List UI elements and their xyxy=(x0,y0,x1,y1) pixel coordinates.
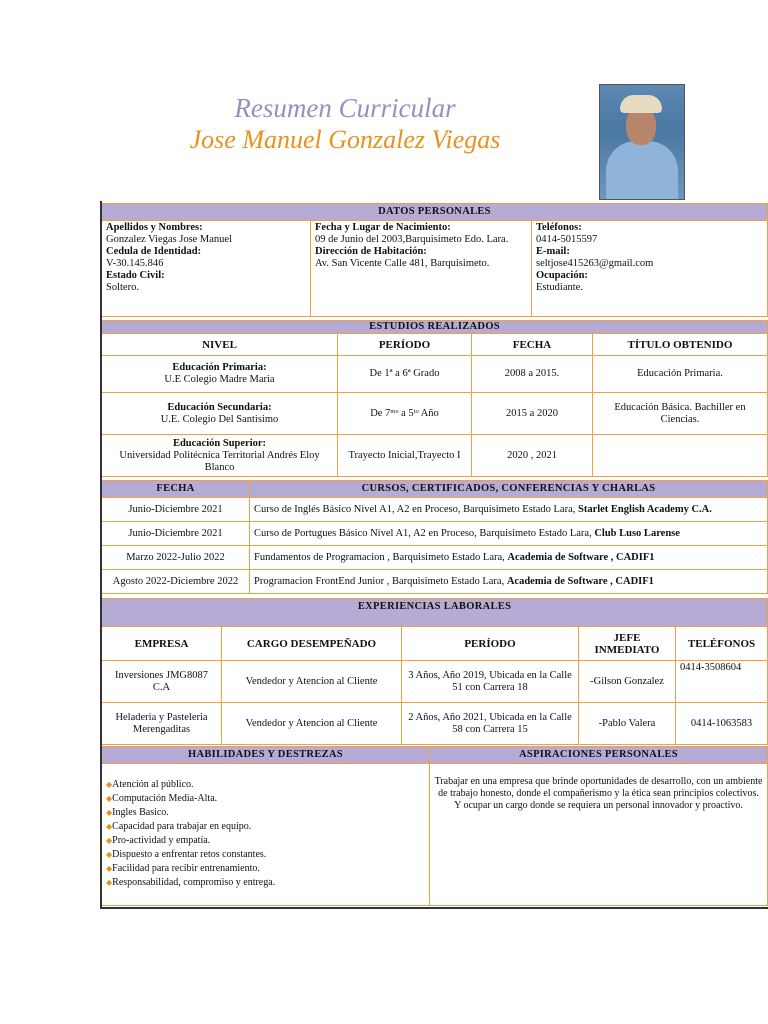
exp-period: 3 Años, Año 2019, Ubicada en la Calle 51 con Carrera 18 xyxy=(402,661,579,703)
institution: U.E Colegio Madre Maria xyxy=(164,374,275,385)
course-text: Curso de Portugues Básico Nivel A1, A2 en Proceso, Barquisimeto Estado Lara, xyxy=(254,527,595,539)
experience-table xyxy=(101,598,768,745)
list-item: ◆Ingles Basico. xyxy=(106,807,169,818)
aspirations-text: Trabajar en una empresa que brinde oportunidades de desarrollo, con un ambiente de trabajo honesto, donde el compañerismo y la ética sean principios colectivos. Y ocupar un cargo donde se requiera un personal innovador y proactivo. xyxy=(430,764,768,906)
exp-company: Heladeria y Pasteleria Merengaditas xyxy=(102,703,222,745)
table-row xyxy=(102,546,768,570)
email-label: E-mail: xyxy=(536,246,570,257)
skills-table xyxy=(101,746,768,906)
list-item: ◆Pro-actividad y empatía. xyxy=(106,835,211,846)
experience-header: EXPERIENCIAS LABORALES xyxy=(102,599,768,627)
course-institution: Starlet English Academy C.A. xyxy=(577,503,712,515)
courses-header: CURSOS, CERTIFICADOS, CONFERENCIAS Y CHARLAS xyxy=(250,481,768,498)
table-row xyxy=(102,661,768,703)
table-row xyxy=(102,703,768,745)
exp-col-periodo: PERÍODO xyxy=(402,627,579,661)
level-label: Educación Primaria: xyxy=(172,362,267,373)
course-date: Agosto 2022-Diciembre 2022 xyxy=(102,570,250,594)
course-date: Marzo 2022-Julio 2022 xyxy=(102,546,250,570)
course-text: Programacion FrontEnd Junior , Barquisimeto Estado Lara, xyxy=(254,575,507,587)
list-item: ◆Atención al público. xyxy=(106,779,194,790)
period-cell: Trayecto Inicial,Trayecto I xyxy=(338,435,472,477)
list-item: ◆Dispuesto a enfrentar retos constantes. xyxy=(106,849,267,860)
exp-boss: -Pablo Valera xyxy=(579,703,676,745)
period-cell: De 1ª a 6ª Grado xyxy=(338,356,472,393)
course-institution: Club Luso Larense xyxy=(594,527,680,539)
address-value: Av. San Vicente Calle 481, Barquisimeto. xyxy=(315,258,490,269)
cedula-label: Cedula de Identidad: xyxy=(106,246,202,257)
studies-col-titulo: TÍTULO OBTENIDO xyxy=(593,334,768,356)
personal-data-table xyxy=(101,203,768,317)
exp-period: 2 Años, Año 2021, Ubicada en la Calle 58 con Carrera 15 xyxy=(402,703,579,745)
cedula-value: V-30.145.846 xyxy=(106,258,164,269)
studies-table xyxy=(101,320,768,477)
address-label: Dirección de Habitación: xyxy=(315,246,427,257)
course-text: Fundamentos de Programacion , Barquisimeto Estado Lara, xyxy=(254,551,508,563)
exp-boss: -Gilson Gonzalez xyxy=(579,661,676,703)
exp-col-jefe: JEFE INMEDIATO xyxy=(579,627,676,661)
date-cell: 2015 a 2020 xyxy=(472,393,593,435)
birth-value: 09 de Junio del 2003,Barquisimeto Edo. Lara. xyxy=(315,234,509,245)
exp-role: Vendedor y Atencion al Cliente xyxy=(222,661,402,703)
course-institution: Academia de Software , CADIF1 xyxy=(506,575,654,587)
aspirations-header: ASPIRACIONES PERSONALES xyxy=(430,747,768,764)
exp-phone: 0414-3508604 xyxy=(676,661,768,703)
apellidos-label: Apellidos y Nombres: xyxy=(106,222,203,233)
birth-label: Fecha y Lugar de Nacimiento: xyxy=(315,222,451,233)
exp-phone: 0414-1063583 xyxy=(676,703,768,745)
exp-col-empresa: EMPRESA xyxy=(102,627,222,661)
studies-col-fecha: FECHA xyxy=(472,334,593,356)
list-item: ◆Responsabilidad, compromiso y entrega. xyxy=(106,877,276,888)
studies-col-periodo: PERÍODO xyxy=(338,334,472,356)
occupation-value: Estudiante. xyxy=(536,282,583,293)
table-row xyxy=(102,522,768,546)
level-label: Educación Superior: xyxy=(172,437,267,449)
table-row xyxy=(102,356,768,393)
period-cell: De 7ᵐᵒ a 5ᵗᵒ Año xyxy=(338,393,472,435)
date-cell: 2008 a 2015. xyxy=(472,356,593,393)
title-cell: Educación Primaria. xyxy=(593,356,768,393)
personal-data-header: DATOS PERSONALES xyxy=(102,204,768,221)
title-cell xyxy=(593,435,768,477)
table-row xyxy=(102,393,768,435)
profile-photo xyxy=(599,84,685,200)
course-text: Curso de Inglés Básico Nivel A1, A2 en Proceso, Barquisimeto Estado Lara, xyxy=(254,503,578,515)
civil-value: Soltero. xyxy=(106,282,139,293)
phone-value: 0414-5015597 xyxy=(536,234,598,245)
course-institution: Academia de Software , CADIF1 xyxy=(507,551,655,563)
person-name: Jose Manuel Gonzalez Viegas xyxy=(189,125,501,154)
course-date: Junio-Diciembre 2021 xyxy=(102,522,250,546)
email-value: seltjose415263@gmail.com xyxy=(536,258,654,269)
phone-label: Teléfonos: xyxy=(536,222,582,233)
courses-table xyxy=(101,480,768,594)
institution: Universidad Politécnica Territorial Andrés Eloy Blanco xyxy=(119,449,320,473)
courses-col-fecha: FECHA xyxy=(102,481,250,498)
list-item: ◆Capacidad para trabajar en equipo. xyxy=(106,821,252,832)
document-title: Resumen Curricular xyxy=(234,93,456,123)
date-cell: 2020 , 2021 xyxy=(472,435,593,477)
course-date: Junio-Diciembre 2021 xyxy=(102,498,250,522)
exp-company: Inversiones JMG8087 C.A xyxy=(102,661,222,703)
table-row xyxy=(102,498,768,522)
occupation-label: Ocupación: xyxy=(536,270,588,281)
exp-col-telefonos: TELÉFONOS xyxy=(676,627,768,661)
exp-role: Vendedor y Atencion al Cliente xyxy=(222,703,402,745)
list-item: ◆Computación Media-Alta. xyxy=(106,793,218,804)
studies-col-nivel: NIVEL xyxy=(102,334,338,356)
institution: U.E. Colegio Del Santisimo xyxy=(160,413,279,425)
level-label: Educación Secundaria: xyxy=(167,401,272,413)
studies-header: ESTUDIOS REALIZADOS xyxy=(102,321,768,334)
table-row xyxy=(102,435,768,477)
table-row xyxy=(102,570,768,594)
apellidos-value: Gonzalez Viegas Jose Manuel xyxy=(106,234,233,245)
exp-col-cargo: CARGO DESEMPEÑADO xyxy=(222,627,402,661)
skills-header: HABILIDADES Y DESTREZAS xyxy=(102,747,430,764)
title-cell: Educación Básica. Bachiller en Ciencias. xyxy=(593,393,768,435)
civil-label: Estado Civil: xyxy=(106,270,165,281)
list-item: ◆Facilidad para recibir entrenamiento. xyxy=(106,863,260,874)
skills-list xyxy=(106,778,425,890)
